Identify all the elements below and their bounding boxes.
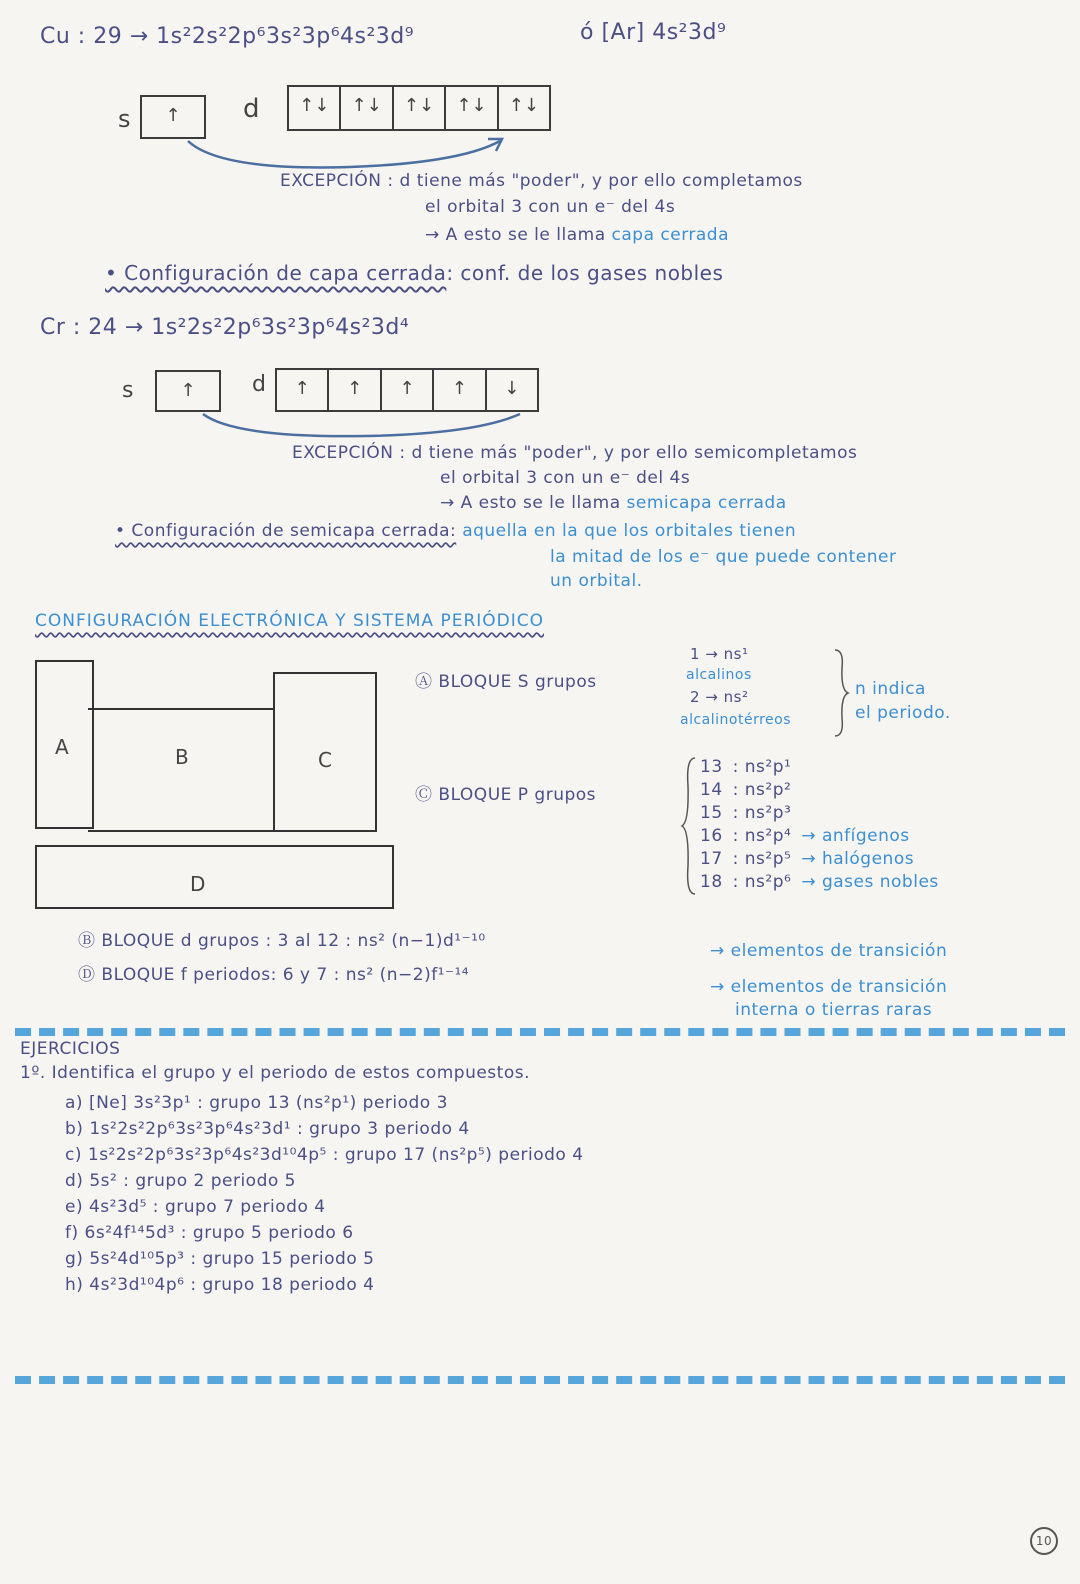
block-p-label: Ⓒ BLOQUE P grupos: [415, 785, 597, 805]
block-s-group2-name: alcalinotérreos: [680, 712, 791, 728]
half-shell-def: la mitad de los e⁻ que puede contener: [550, 547, 897, 567]
cu-exception-text: [425, 226, 729, 246]
s-label: s: [122, 378, 134, 403]
orbital-cell: ↑↓: [289, 87, 341, 129]
exercise-answer: g) 5s²4d¹⁰5p³ : grupo 15 periodo 5: [65, 1249, 375, 1269]
half-shell-def: un orbital.: [550, 571, 643, 591]
block-p-row: [700, 827, 920, 847]
orbital-cell: ↑: [180, 380, 196, 401]
half-shell-definition: [115, 522, 796, 542]
left-brace-icon: [680, 756, 698, 896]
period-note: n indica: [855, 679, 926, 699]
orbital-cell: ↑↓: [341, 87, 393, 129]
block-p-c: : ns²p²: [732, 780, 792, 800]
block-p-row: [700, 873, 949, 893]
block-p-n: → halógenos: [801, 849, 915, 869]
block-s-group2: 2 → ns²: [690, 688, 749, 706]
section-title: CONFIGURACIÓN ELECTRÓNICA Y SISTEMA PERIÓDICO: [35, 611, 545, 631]
block-p-c: : ns²p⁴: [732, 826, 792, 846]
cr-exception-text: [440, 494, 787, 514]
closed-shell-term: capa cerrada: [611, 225, 730, 245]
block-p-c: : ns²p³: [732, 803, 792, 823]
half-shell-def: aquella en la que los orbitales tienen: [462, 521, 797, 541]
block-p-g: 18: [700, 872, 723, 892]
half-shell-term: semicapa cerrada: [626, 493, 787, 513]
exercise-answer: f) 6s²4f¹⁴5d³ : grupo 5 periodo 6: [65, 1223, 354, 1243]
block-f-note: → elementos de transición: [710, 977, 948, 997]
block-p-c: : ns²p⁵: [732, 849, 792, 869]
block-p-g: 14: [700, 780, 723, 800]
cr-d-orbitals: [275, 368, 539, 412]
cr-s-orbital: [155, 370, 221, 412]
period-note: el periodo.: [855, 703, 951, 723]
exception-prefix: → A esto se le llama: [425, 225, 606, 245]
block-p-row: [700, 850, 924, 870]
block-s-group1-name: alcalinos: [686, 667, 752, 683]
exercise-answer: c) 1s²2s²2p⁶3s²3p⁶4s²3d¹⁰4p⁵ : grupo 17 (ns²p⁵) periodo 4: [65, 1145, 584, 1165]
cu-noble-gas-configuration: ó [Ar] 4s²3d⁹: [580, 20, 727, 45]
block-p-g: 13: [700, 757, 723, 777]
orbital-cell: ↑↓: [446, 87, 498, 129]
transfer-arrow-icon: [180, 135, 520, 175]
exception-prefix: → A esto se le llama: [440, 493, 621, 513]
block-a-label: A: [55, 735, 69, 759]
cr-exception-text: el orbital 3 con un e⁻ del 4s: [440, 468, 691, 488]
orbital-cell: ↑: [165, 105, 181, 126]
orbital-cell: ↑: [382, 370, 434, 410]
orbital-cell: ↓: [504, 378, 520, 399]
block-p-g: 17: [700, 849, 723, 869]
block-p-c: : ns²p¹: [732, 757, 792, 777]
exercise-answer: b) 1s²2s²2p⁶3s²3p⁶4s²3d¹ : grupo 3 periodo 4: [65, 1119, 470, 1139]
cr-exception-text: EXCEPCIÓN : d tiene más "poder", y por ello semicompletamos: [292, 443, 858, 463]
orbital-cell: ↑: [329, 370, 381, 410]
page-number: 10: [1030, 1527, 1058, 1555]
block-p-row: [700, 804, 811, 824]
half-shell-heading: • Configuración de semicapa cerrada:: [115, 521, 457, 541]
exercises-title: EJERCICIOS: [20, 1039, 121, 1059]
cu-configuration: Cu : 29 → 1s²2s²2p⁶3s²3p⁶4s²3d⁹: [40, 24, 415, 49]
cu-exception-text: el orbital 3 con un e⁻ del 4s: [425, 197, 676, 217]
transfer-arrow-icon: [195, 408, 535, 442]
d-label: d: [252, 372, 267, 397]
block-p-c: : ns²p⁶: [732, 872, 792, 892]
block-c-label: C: [318, 748, 332, 772]
block-p-n: → anfígenos: [801, 826, 910, 846]
cr-configuration: Cr : 24 → 1s²2s²2p⁶3s²3p⁶4s²3d⁴: [40, 315, 410, 340]
exercise-answer: d) 5s² : grupo 2 periodo 5: [65, 1171, 296, 1191]
exercise-answer: a) [Ne] 3s²3p¹ : grupo 13 (ns²p¹) periodo 3: [65, 1093, 448, 1113]
block-p-row: [700, 758, 811, 778]
orbital-cell: ↑: [277, 370, 329, 410]
closed-shell-heading: • Configuración de capa cerrada: [105, 261, 447, 285]
cu-s-orbital: [140, 95, 206, 139]
closed-shell-def: : conf. de los gases nobles: [446, 261, 724, 285]
block-f-text: Ⓓ BLOQUE f periodos: 6 y 7 : ns² (n−2)f¹⁻¹⁴: [78, 965, 470, 985]
s-label: s: [118, 105, 132, 133]
divider: [15, 1028, 1065, 1036]
orbital-cell: ↑: [434, 370, 486, 410]
right-brace-icon: [832, 648, 850, 738]
block-p-n: → gases nobles: [801, 872, 939, 892]
block-p-g: 16: [700, 826, 723, 846]
exercise-answer: h) 4s²3d¹⁰4p⁶ : grupo 18 periodo 4: [65, 1275, 375, 1295]
block-p-row: [700, 781, 811, 801]
block-f-note: interna o tierras raras: [735, 1000, 933, 1020]
block-b-label: B: [175, 745, 189, 769]
closed-shell-definition: [105, 262, 723, 285]
orbital-cell: ↑↓: [394, 87, 446, 129]
exercise-answer: e) 4s²3d⁵ : grupo 7 periodo 4: [65, 1197, 326, 1217]
block-d-note: → elementos de transición: [710, 941, 948, 961]
d-label: d: [243, 94, 261, 124]
exercise-question: 1º. Identifica el grupo y el periodo de estos compuestos.: [20, 1063, 530, 1083]
divider: [15, 1376, 1065, 1384]
orbital-cell: ↑↓: [508, 95, 539, 116]
block-p-g: 15: [700, 803, 723, 823]
block-s-group1: 1 → ns¹: [690, 645, 749, 663]
cu-exception-text: EXCEPCIÓN : d tiene más "poder", y por ello completamos: [280, 171, 803, 191]
block-d-label: D: [190, 872, 206, 896]
block-d-text: Ⓑ BLOQUE d grupos : 3 al 12 : ns² (n−1)d¹⁻¹⁰: [78, 931, 486, 951]
block-s-label: Ⓐ BLOQUE S grupos: [415, 672, 597, 692]
cu-d-orbitals: [287, 85, 551, 131]
